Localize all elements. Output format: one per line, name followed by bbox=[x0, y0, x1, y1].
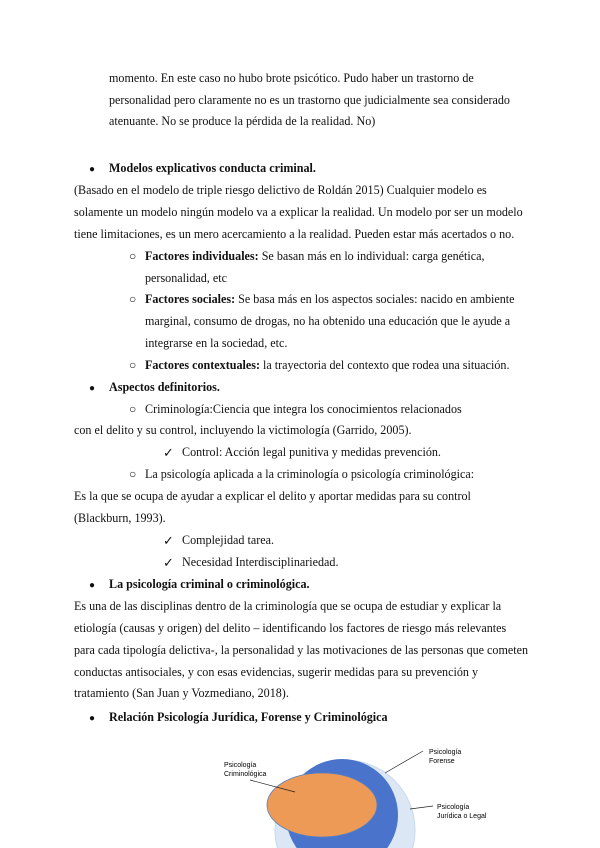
paragraph-line: etiología (causas y origen) del delito – identificando los factores de riesgo más relevantes bbox=[74, 621, 507, 635]
label-forense-1: Psicología bbox=[429, 749, 462, 756]
factor-text: Se basa más en los aspectos sociales: nacido en ambiente bbox=[235, 292, 515, 306]
factor-label: Factores sociales: bbox=[145, 292, 236, 306]
circle-bullet-icon: ○ bbox=[129, 358, 137, 372]
paragraph-line: tiene limitaciones, es un mero acercamiento a la realidad. Pueden estar más acertados o no. bbox=[74, 227, 515, 241]
factor-text: la trayectoria del contexto que rodea una situación. bbox=[259, 358, 510, 372]
checkmark-icon: ✓ bbox=[163, 533, 174, 548]
factor-text-cont: marginal, consumo de drogas, no ha obtenido una educación que le ayude a bbox=[145, 314, 511, 328]
factor-individuales bbox=[145, 246, 484, 268]
factor-label: Factores individuales: bbox=[145, 249, 259, 263]
paragraph-line: Es una de las disciplinas dentro de la criminología que se ocupa de estudiar y explicar la bbox=[74, 599, 502, 613]
label-forense-2: Forense bbox=[429, 758, 455, 765]
check-complejidad: Complejidad tarea. bbox=[182, 533, 275, 547]
factor-text-cont: personalidad, etc bbox=[145, 271, 227, 285]
relationship-diagram bbox=[0, 735, 600, 848]
bullet-icon: ● bbox=[89, 580, 96, 591]
section-heading-psicologia-criminal: La psicología criminal o criminológica. bbox=[109, 577, 310, 591]
psicologia-line-2: Es la que se ocupa de ayudar a explicar el delito y aportar medidas para su control bbox=[74, 489, 471, 503]
label-juridica-2: Jurídica o Legal bbox=[437, 813, 487, 820]
label-juridica-1: Psicología bbox=[437, 804, 470, 811]
paragraph-line: solamente un modelo ningún modelo va a explicar la realidad. Un modelo por ser un modelo bbox=[74, 205, 523, 219]
criminologia-line-1: Criminología:Ciencia que integra los conocimientos relacionados bbox=[145, 402, 462, 416]
psicologia-line-1: La psicología aplicada a la criminología o psicología criminológica: bbox=[145, 467, 475, 481]
circle-bullet-icon: ○ bbox=[129, 249, 137, 263]
paragraph-line: para cada tipología delictiva-, la personalidad y las motivaciones de las personas que cometen bbox=[74, 643, 529, 657]
intro-line-1: momento. En este caso no hubo brote psicótico. Pudo haber un trastorno de bbox=[109, 71, 474, 85]
connector-line bbox=[410, 806, 433, 809]
section-heading-relacion: Relación Psicología Jurídica, Forense y Criminológica bbox=[109, 710, 388, 724]
label-crim-2: Criminológica bbox=[224, 771, 267, 778]
factor-sociales bbox=[145, 289, 515, 311]
circle-bullet-icon: ○ bbox=[129, 292, 137, 306]
connector-line bbox=[385, 751, 423, 773]
label-crim-1: Psicología bbox=[224, 762, 257, 769]
intro-line-3: atenuante. No se produce la pérdida de la realidad. No) bbox=[109, 114, 376, 128]
paragraph-line: conductas antisociales, y con esas evidencias, sugerir medidas para su prevención y bbox=[74, 665, 478, 679]
paragraph-line: tratamiento (San Juan y Vozmediano, 2018). bbox=[74, 686, 289, 700]
checkmark-icon: ✓ bbox=[163, 445, 174, 460]
bullet-icon: ● bbox=[89, 713, 96, 724]
section-heading-modelos: Modelos explicativos conducta criminal. bbox=[109, 161, 316, 175]
factor-text-cont: integrarse en la sociedad, etc. bbox=[145, 336, 288, 350]
circle-bullet-icon: ○ bbox=[129, 402, 137, 416]
section-heading-aspectos: Aspectos definitorios. bbox=[109, 380, 220, 394]
factor-text: Se basan más en lo individual: carga genética, bbox=[258, 249, 485, 263]
factor-label: Factores contextuales: bbox=[145, 358, 260, 372]
check-control: Control: Acción legal punitiva y medidas prevención. bbox=[182, 445, 441, 459]
check-interdisciplinariedad: Necesidad Interdisciplinariedad. bbox=[182, 555, 339, 569]
ellipse-criminologica bbox=[267, 773, 377, 837]
intro-line-2: personalidad pero claramente no es un trastorno que judicialmente sea considerado bbox=[109, 93, 510, 107]
paragraph-line: (Basado en el modelo de triple riesgo delictivo de Roldán 2015) Cualquier modelo es bbox=[74, 183, 487, 197]
criminologia-line-2: con el delito y su control, incluyendo la victimología (Garrido, 2005). bbox=[74, 423, 412, 437]
bullet-icon: ● bbox=[89, 164, 96, 175]
checkmark-icon: ✓ bbox=[163, 555, 174, 570]
psicologia-line-3: (Blackburn, 1993). bbox=[74, 511, 166, 525]
factor-contextuales bbox=[145, 355, 509, 377]
bullet-icon: ● bbox=[89, 383, 96, 394]
circle-bullet-icon: ○ bbox=[129, 467, 137, 481]
